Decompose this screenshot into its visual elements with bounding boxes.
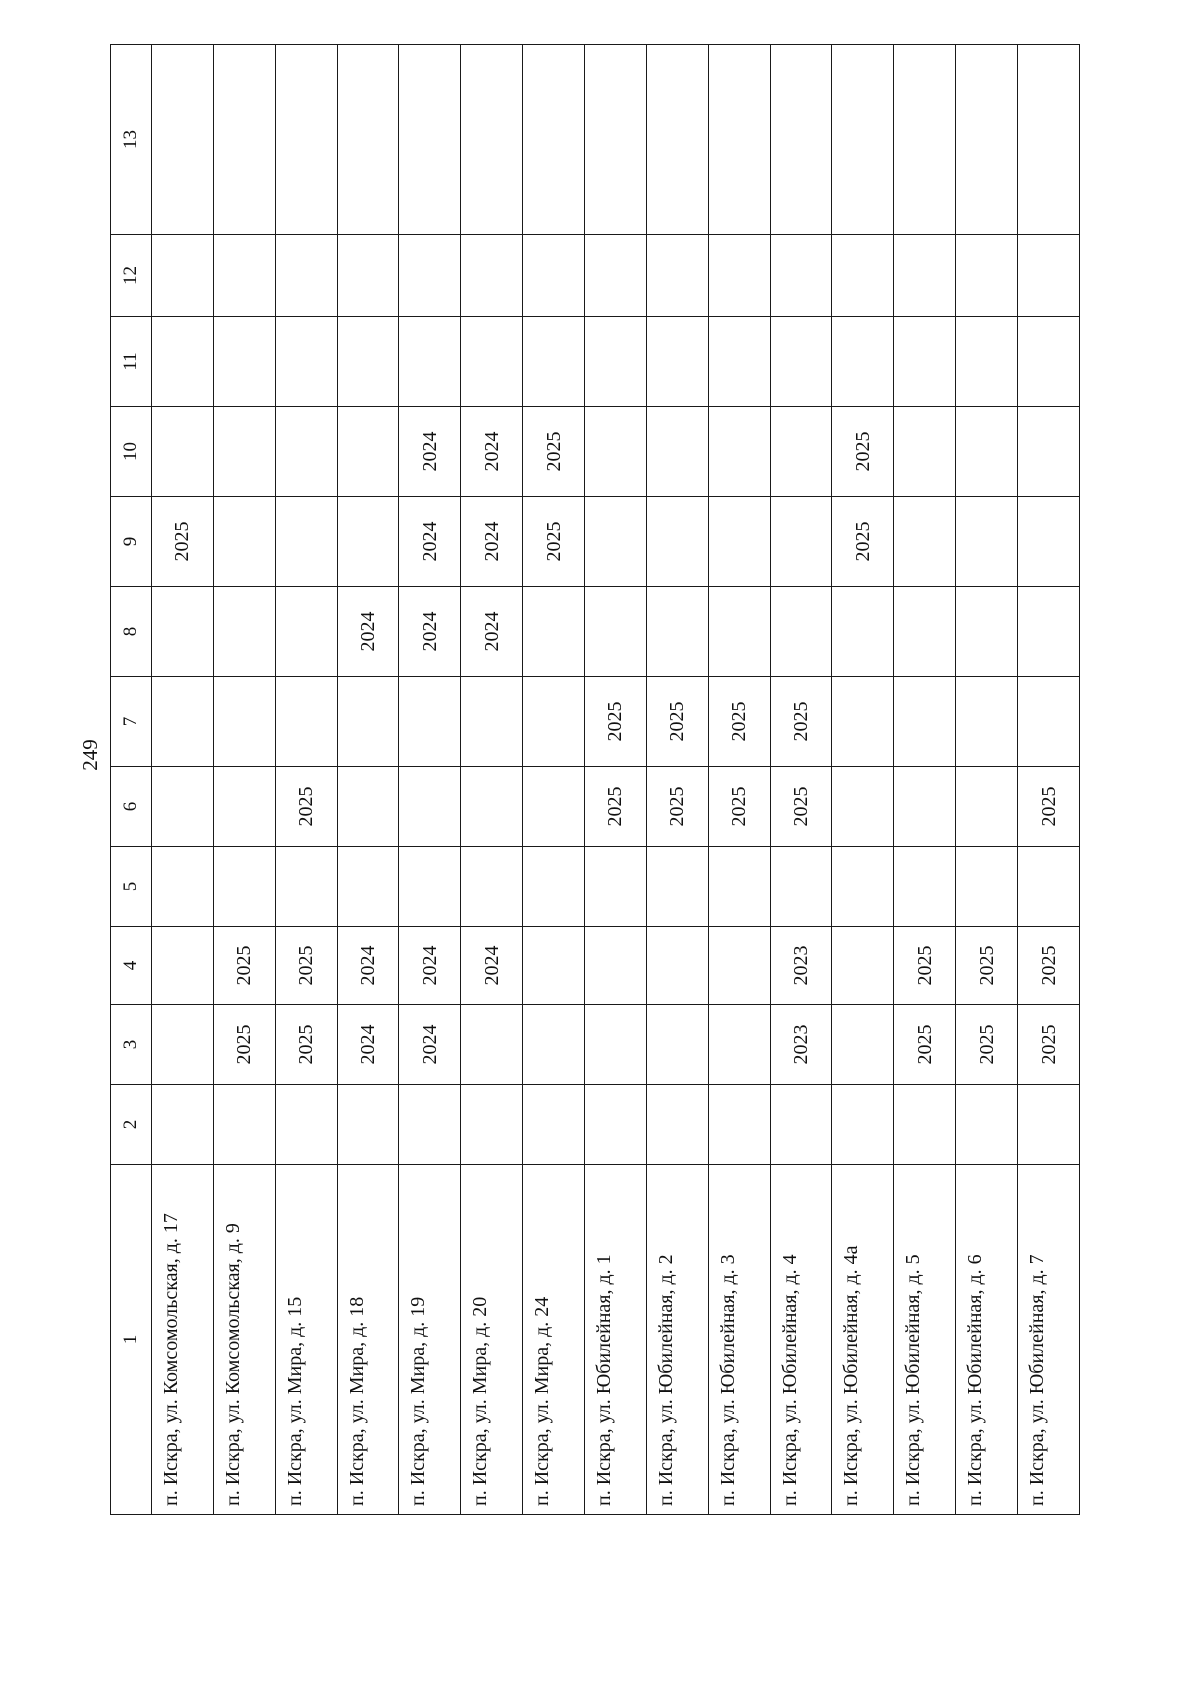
year-cell	[832, 677, 894, 767]
address-cell: п. Искра, ул. Мира, д. 24	[523, 1165, 585, 1515]
year-cell	[523, 1085, 585, 1165]
year-cell	[337, 847, 399, 927]
column-header: 1	[111, 1165, 152, 1515]
year-cell	[708, 497, 770, 587]
year-cell	[523, 847, 585, 927]
year-cell	[1018, 317, 1080, 407]
year-cell	[708, 235, 770, 317]
year-cell	[585, 317, 647, 407]
address-cell: п. Искра, ул. Мира, д. 18	[337, 1165, 399, 1515]
table-row	[1018, 45, 1080, 1515]
year-cell	[585, 45, 647, 235]
year-cell	[1018, 497, 1080, 587]
address-cell: п. Искра, ул. Комсомольская, д. 17	[152, 1165, 214, 1515]
year-cell	[275, 45, 337, 235]
year-cell	[1018, 45, 1080, 235]
year-cell	[399, 1085, 461, 1165]
column-header: 11	[111, 317, 152, 407]
address-cell: п. Искра, ул. Комсомольская, д. 9	[213, 1165, 275, 1515]
year-cell	[708, 587, 770, 677]
year-cell	[461, 677, 523, 767]
column-header: 8	[111, 587, 152, 677]
year-cell: 2025	[275, 927, 337, 1005]
year-cell	[152, 1005, 214, 1085]
year-cell	[399, 235, 461, 317]
year-cell	[152, 45, 214, 235]
year-cell	[585, 1005, 647, 1085]
column-header: 4	[111, 927, 152, 1005]
column-header: 10	[111, 407, 152, 497]
year-cell	[770, 497, 832, 587]
year-cell	[894, 497, 956, 587]
year-cell	[956, 407, 1018, 497]
column-header: 5	[111, 847, 152, 927]
year-cell: 2024	[337, 587, 399, 677]
year-cell	[523, 235, 585, 317]
year-cell	[894, 767, 956, 847]
year-cell	[832, 927, 894, 1005]
year-cell	[461, 1005, 523, 1085]
year-cell	[832, 847, 894, 927]
table-row	[461, 45, 523, 1515]
year-cell	[708, 407, 770, 497]
year-cell: 2024	[399, 407, 461, 497]
year-cell	[585, 847, 647, 927]
year-cell	[585, 1085, 647, 1165]
year-cell	[770, 1085, 832, 1165]
year-cell	[213, 235, 275, 317]
year-cell	[213, 497, 275, 587]
year-cell	[337, 677, 399, 767]
year-cell: 2025	[894, 927, 956, 1005]
year-cell	[646, 1085, 708, 1165]
year-cell	[585, 587, 647, 677]
year-cell	[832, 1085, 894, 1165]
year-cell	[646, 407, 708, 497]
year-cell: 2025	[956, 1005, 1018, 1085]
year-cell	[399, 847, 461, 927]
address-cell: п. Искра, ул. Мира, д. 19	[399, 1165, 461, 1515]
page-number: 249	[78, 739, 102, 771]
year-cell	[213, 317, 275, 407]
year-cell	[461, 235, 523, 317]
year-cell: 2025	[646, 677, 708, 767]
year-cell	[152, 767, 214, 847]
year-cell	[956, 235, 1018, 317]
year-cell	[894, 317, 956, 407]
year-cell: 2025	[770, 767, 832, 847]
year-cell: 2025	[213, 1005, 275, 1085]
address-cell: п. Искра, ул. Юбилейная, д. 3	[708, 1165, 770, 1515]
year-cell	[832, 587, 894, 677]
year-cell	[646, 317, 708, 407]
address-cell: п. Искра, ул. Юбилейная, д. 2	[646, 1165, 708, 1515]
year-cell: 2024	[461, 497, 523, 587]
year-cell	[894, 677, 956, 767]
year-cell	[585, 235, 647, 317]
table-row	[832, 45, 894, 1515]
year-cell	[523, 767, 585, 847]
year-cell	[708, 927, 770, 1005]
address-cell: п. Искра, ул. Юбилейная, д. 4	[770, 1165, 832, 1515]
year-cell	[461, 45, 523, 235]
year-cell: 2025	[585, 677, 647, 767]
year-cell	[646, 587, 708, 677]
column-header: 13	[111, 45, 152, 235]
year-cell	[275, 407, 337, 497]
year-cell	[956, 1085, 1018, 1165]
table-row	[708, 45, 770, 1515]
year-cell	[523, 1005, 585, 1085]
year-cell	[770, 45, 832, 235]
table-row	[152, 45, 214, 1515]
year-cell	[337, 317, 399, 407]
year-cell: 2024	[399, 1005, 461, 1085]
year-cell: 2025	[585, 767, 647, 847]
address-cell: п. Искра, ул. Юбилейная, д. 5	[894, 1165, 956, 1515]
address-cell: п. Искра, ул. Юбилейная, д. 1	[585, 1165, 647, 1515]
year-cell	[646, 927, 708, 1005]
table-row	[399, 45, 461, 1515]
year-cell: 2025	[523, 497, 585, 587]
year-cell	[399, 45, 461, 235]
year-cell	[832, 1005, 894, 1085]
year-cell	[956, 317, 1018, 407]
year-cell	[213, 677, 275, 767]
year-cell	[708, 1085, 770, 1165]
year-cell	[337, 497, 399, 587]
schedule-table	[110, 44, 1080, 1515]
year-cell	[956, 587, 1018, 677]
column-header: 9	[111, 497, 152, 587]
table-row	[585, 45, 647, 1515]
year-cell: 2025	[770, 677, 832, 767]
year-cell	[832, 767, 894, 847]
year-cell	[1018, 407, 1080, 497]
year-cell	[523, 927, 585, 1005]
year-cell	[213, 45, 275, 235]
year-cell	[337, 1085, 399, 1165]
year-cell	[213, 1085, 275, 1165]
year-cell	[956, 767, 1018, 847]
year-cell	[770, 847, 832, 927]
year-cell	[152, 407, 214, 497]
year-cell	[770, 235, 832, 317]
year-cell	[585, 927, 647, 1005]
year-cell	[770, 317, 832, 407]
year-cell	[275, 587, 337, 677]
year-cell	[461, 847, 523, 927]
table-container	[110, 45, 1080, 1515]
year-cell: 2024	[461, 927, 523, 1005]
year-cell	[275, 317, 337, 407]
year-cell: 2025	[956, 927, 1018, 1005]
year-cell	[152, 235, 214, 317]
year-cell	[956, 45, 1018, 235]
year-cell	[399, 317, 461, 407]
year-cell	[152, 317, 214, 407]
year-cell	[275, 497, 337, 587]
year-cell	[646, 45, 708, 235]
year-cell	[646, 1005, 708, 1085]
year-cell	[523, 317, 585, 407]
year-cell: 2024	[399, 927, 461, 1005]
year-cell: 2024	[337, 1005, 399, 1085]
year-cell	[399, 677, 461, 767]
address-cell: п. Искра, ул. Мира, д. 20	[461, 1165, 523, 1515]
year-cell	[275, 677, 337, 767]
year-cell	[646, 847, 708, 927]
year-cell: 2025	[832, 497, 894, 587]
year-cell	[213, 587, 275, 677]
year-cell: 2025	[646, 767, 708, 847]
year-cell	[956, 847, 1018, 927]
column-header: 2	[111, 1085, 152, 1165]
year-cell: 2025	[832, 407, 894, 497]
table-row	[770, 45, 832, 1515]
year-cell	[646, 497, 708, 587]
year-cell	[213, 847, 275, 927]
year-cell	[894, 45, 956, 235]
year-cell	[523, 587, 585, 677]
year-cell	[1018, 847, 1080, 927]
year-cell: 2025	[213, 927, 275, 1005]
table-row	[275, 45, 337, 1515]
column-header: 12	[111, 235, 152, 317]
year-cell	[832, 235, 894, 317]
year-cell	[152, 927, 214, 1005]
year-cell	[646, 235, 708, 317]
year-cell	[708, 1005, 770, 1085]
address-cell: п. Искра, ул. Юбилейная, д. 6	[956, 1165, 1018, 1515]
year-cell: 2025	[275, 767, 337, 847]
year-cell	[461, 317, 523, 407]
year-cell	[1018, 1085, 1080, 1165]
column-header: 3	[111, 1005, 152, 1085]
year-cell	[894, 587, 956, 677]
year-cell: 2024	[399, 587, 461, 677]
year-cell	[708, 45, 770, 235]
year-cell: 2025	[894, 1005, 956, 1085]
year-cell	[399, 767, 461, 847]
year-cell	[337, 407, 399, 497]
year-cell	[708, 317, 770, 407]
year-cell	[275, 1085, 337, 1165]
year-cell: 2024	[399, 497, 461, 587]
year-cell: 2025	[1018, 1005, 1080, 1085]
column-header: 6	[111, 767, 152, 847]
year-cell	[213, 407, 275, 497]
address-cell: п. Искра, ул. Юбилейная, д. 4а	[832, 1165, 894, 1515]
year-cell	[585, 497, 647, 587]
year-cell	[708, 847, 770, 927]
year-cell	[770, 407, 832, 497]
header-row	[111, 45, 152, 1515]
year-cell	[152, 677, 214, 767]
year-cell	[832, 317, 894, 407]
year-cell	[956, 497, 1018, 587]
year-cell	[461, 1085, 523, 1165]
year-cell: 2025	[1018, 767, 1080, 847]
year-cell	[894, 1085, 956, 1165]
year-cell	[1018, 677, 1080, 767]
table-row	[956, 45, 1018, 1515]
year-cell: 2024	[461, 407, 523, 497]
table-row	[523, 45, 585, 1515]
year-cell: 2025	[708, 677, 770, 767]
year-cell	[585, 407, 647, 497]
year-cell	[894, 847, 956, 927]
year-cell: 2024	[337, 927, 399, 1005]
year-cell	[894, 235, 956, 317]
year-cell: 2025	[523, 407, 585, 497]
year-cell: 2023	[770, 927, 832, 1005]
year-cell	[894, 407, 956, 497]
year-cell: 2025	[1018, 927, 1080, 1005]
year-cell	[523, 45, 585, 235]
year-cell	[337, 45, 399, 235]
year-cell: 2023	[770, 1005, 832, 1085]
year-cell: 2025	[275, 1005, 337, 1085]
year-cell	[337, 235, 399, 317]
year-cell	[152, 847, 214, 927]
year-cell	[1018, 587, 1080, 677]
year-cell	[770, 587, 832, 677]
address-cell: п. Искра, ул. Мира, д. 15	[275, 1165, 337, 1515]
year-cell	[461, 767, 523, 847]
table-body	[152, 45, 1080, 1515]
year-cell	[152, 587, 214, 677]
year-cell	[152, 1085, 214, 1165]
year-cell	[1018, 235, 1080, 317]
year-cell	[337, 767, 399, 847]
year-cell	[523, 677, 585, 767]
year-cell: 2024	[461, 587, 523, 677]
year-cell	[832, 45, 894, 235]
table-row	[337, 45, 399, 1515]
column-header: 7	[111, 677, 152, 767]
year-cell	[213, 767, 275, 847]
year-cell: 2025	[152, 497, 214, 587]
year-cell: 2025	[708, 767, 770, 847]
table-row	[894, 45, 956, 1515]
year-cell	[956, 677, 1018, 767]
year-cell	[275, 847, 337, 927]
table-row	[646, 45, 708, 1515]
address-cell: п. Искра, ул. Юбилейная, д. 7	[1018, 1165, 1080, 1515]
table-row	[213, 45, 275, 1515]
year-cell	[275, 235, 337, 317]
